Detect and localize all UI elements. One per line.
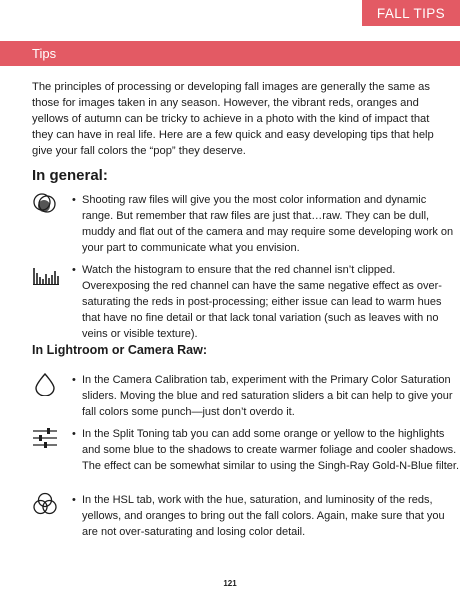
- histogram-icon: [32, 262, 60, 286]
- general-item-text: Watch the histogram to ensure that the red channel isn’t clipped. Overexposing the red channel can have the same negative effect as over-saturating the reds in post-processing; either issue can lead to warm hues that have no fine detail or that lack tonal variation (such as leaves with no veins or visible texture).: [82, 264, 442, 340]
- section-tab-label: FALL TIPS: [376, 5, 446, 21]
- bullet: •: [72, 428, 76, 440]
- bullet: •: [72, 494, 76, 506]
- bullet: •: [72, 374, 76, 386]
- general-heading: In general:: [32, 167, 108, 184]
- intro-paragraph: The principles of processing or developing fall images are generally the same as those for images taken in any season. However, the vibrant reds, oranges and yellows of autumn can be tricky to achieve in a photo with the kind of impact that they can have in real life. Here are a few quick and easy developing tips that help give your fall colors the “pop” they deserve.: [32, 81, 434, 157]
- rgb-circles-icon: [32, 492, 60, 516]
- bullet: •: [72, 264, 76, 276]
- banner-title: Tips: [32, 46, 57, 61]
- page-number: 121: [223, 579, 237, 588]
- droplet-icon: [32, 372, 60, 396]
- lightroom-heading: In Lightroom or Camera Raw:: [32, 343, 208, 357]
- lightroom-item-text: In the Camera Calibration tab, experiment with the Primary Color Saturation sliders. Moving the blue and red saturation sliders a bit can help to give your fall colors some punch—just don’t overdo it.: [82, 374, 453, 418]
- sliders-icon: [32, 426, 60, 450]
- overlapping-circles-icon: [32, 192, 60, 216]
- section-tab: [362, 0, 460, 26]
- general-item-text: Shooting raw files will give you the most color information and dynamic range. But remember that raw files are just that…raw. They can be dull, muddy and flat out of the camera and may require some developing work on your part to communicate what you envision.: [82, 194, 454, 254]
- bullet: •: [72, 194, 76, 206]
- lightroom-item-text: In the HSL tab, work with the hue, saturation, and luminosity of the reds, yellows, and oranges to bring out the fall colors. Again, make sure that you are not over-saturating and losing color detail.: [82, 494, 445, 538]
- lightroom-item-text: In the Split Toning tab you can add some orange or yellow to the highlights and some blue to the shadows to create warmer foliage and cooler shadows. The effect can be somewhat similar to using the Singh-Ray Gold-N-Blue filter.: [82, 428, 460, 472]
- banner: [0, 41, 460, 66]
